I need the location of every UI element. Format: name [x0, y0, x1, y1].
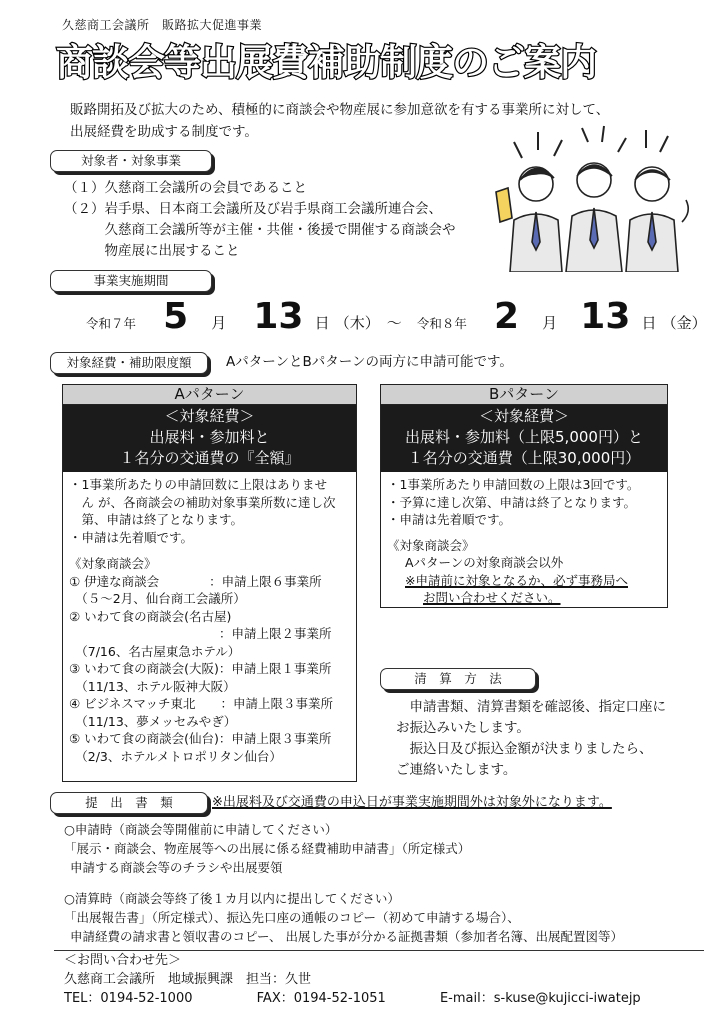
pattern-b-rule: ・1事業所あたり申請回数の上限は3回です。 — [387, 477, 640, 492]
documents-list — [64, 820, 623, 946]
start-era: 令和７年 — [86, 316, 137, 331]
organizer: 久慈商工会議所 販路拡大促進事業 — [62, 18, 263, 32]
event-item: ① 伊達な商談会 ：申請上限６事業所 — [69, 573, 322, 589]
pattern-b-list-line: お問い合わせください。 — [423, 590, 561, 605]
documents-apply-line: 申請する商談会等のチラシや出展要領 — [70, 860, 283, 875]
pattern-b-title: Bパターン — [381, 385, 667, 405]
intro-line: 販路開拓及び拡大のため、積極的に商談会や物産展に参加意欲を有する事業所に対して、 — [70, 102, 610, 118]
pattern-b-cost-line: １名分の交通費（上限30,000円） — [407, 449, 641, 467]
pattern-a-rule: 第、申請は終了となります。 — [69, 512, 244, 527]
documents-apply-line: 「展示・商談会、物産展等への出展に係る経費補助申請書」（所定様式） — [64, 841, 471, 856]
settlement-line: 振込日及び振込金額が決まりましたら、 — [396, 741, 653, 757]
contact-numbers — [54, 989, 704, 1008]
pattern-a-title: Aパターン — [63, 385, 356, 405]
target-line: 物産展に出展すること — [64, 243, 240, 259]
event-item: （11/13、ホテル阪神大阪） — [69, 678, 236, 694]
page-title: 商談会等出展費補助制度のご案内 — [56, 41, 596, 84]
start-day: 13 — [253, 296, 304, 337]
contact — [54, 950, 704, 1008]
pattern-a-costs — [63, 405, 356, 472]
settlement-text — [396, 697, 666, 781]
target-list — [64, 178, 456, 262]
event-item: （2/3、ホテルメトロポリタン仙台） — [69, 748, 282, 764]
intro-line: 出展経費を助成する制度です。 — [70, 124, 258, 140]
documents-apply-title: ○申請時（商談会等開催前に申請してください） — [64, 822, 338, 837]
target-label: 対象者・対象事業 — [50, 150, 212, 172]
pattern-b-rule: ・申請は先着順です。 — [387, 512, 512, 527]
pattern-a-cost-line: 出展料・参加料と — [149, 428, 270, 446]
target-line: （１）久慈商工会議所の会員であること — [64, 180, 307, 196]
contact-fax: FAX：0194-52-1051 — [256, 991, 386, 1006]
event-item: （11/13、夢メッセみやぎ） — [69, 713, 237, 729]
start-weekday: （木） — [334, 314, 380, 332]
contact-email[interactable]: E-mail：s-kuse@kujicci-iwatejp — [439, 991, 641, 1006]
target-line: （２）岩手県、日本商工会議所及び岩手県商工会議所連合会、 — [64, 201, 442, 217]
pattern-b-body — [381, 472, 667, 611]
pattern-a-rule: ・申請は先着順です。 — [69, 529, 194, 545]
event-item: ③ いわて食の商談会(大阪)：申請上限１事業所 — [69, 661, 332, 676]
event-item: （５〜2月、仙台商工会議所） — [69, 591, 246, 606]
period-label: 事業実施期間 — [50, 270, 212, 292]
end-month: 2 — [494, 296, 520, 337]
contact-title: ＜お問い合わせ先＞ — [64, 953, 182, 968]
contact-tel: TEL：0194-52-1000 — [64, 991, 193, 1006]
documents-settle-line: 申請経費の請求書と領収書のコピー、 出展した事が分かる証拠書類（参加者名簿、出展配置図等） — [70, 929, 623, 944]
period — [86, 296, 707, 340]
documents-settle-line: 「出展報告書」（所定様式）、振込先口座の通帳のコピー（初めて申請する場合）、 — [64, 910, 520, 925]
pattern-a-box — [62, 384, 357, 782]
settlement-line: ご連絡いたします。 — [396, 762, 517, 778]
pattern-b-cost-line: 出展料・参加料（上限5,000円）と — [405, 428, 643, 446]
settlement-line: お振込みいたします。 — [396, 720, 530, 736]
period-tilde: 〜 — [386, 314, 402, 332]
pattern-a-list-title: 《対象商談会》 — [69, 556, 157, 571]
start-month: 5 — [163, 296, 189, 337]
pattern-a-cost-line: １名分の交通費の『全額』 — [119, 449, 300, 467]
people-illustration — [486, 122, 696, 272]
pattern-a-rule: ん が、各商談会の補助対象事業所数に達し次 — [69, 494, 336, 510]
event-item: ⑤ いわて食の商談会(仙台)：申請上限３事業所 — [69, 731, 332, 746]
pattern-b-subtitle: ＜対象経費＞ — [478, 407, 569, 425]
day-unit: 日 — [314, 314, 330, 332]
pattern-b-list-title: 《対象商談会》 — [387, 537, 475, 553]
end-weekday: （金） — [661, 314, 707, 332]
pattern-a-rule: ・1事業所あたりの申請回数に上限はありませ — [69, 477, 327, 492]
documents-settle-title: ○清算時（商談会等終了後１カ月以内に提出してください） — [64, 891, 400, 906]
day-unit: 日 — [641, 314, 657, 332]
target-line: 久慈商工会議所等が主催・共催・後援で開催する商談会や — [64, 222, 456, 238]
pattern-a-body — [63, 472, 356, 769]
settlement-label: 清 算 方 法 — [380, 668, 536, 690]
documents-note: ※出展料及び交通費の申込日が事業実施期間外は対象外になります。 — [212, 795, 612, 810]
event-item: ② いわて食の商談会(名古屋) — [69, 608, 232, 624]
end-day: 13 — [580, 296, 631, 337]
expenses-note: AパターンとBパターンの両方に申請可能です。 — [226, 354, 513, 370]
pattern-b-costs — [381, 405, 667, 472]
pattern-b-rule: ・予算に達し次第、申請は終了となります。 — [387, 494, 637, 510]
pattern-b-box — [380, 384, 668, 608]
contact-dept: 久慈商工会議所 地域振興課 担当：久世 — [64, 972, 312, 987]
event-item: ④ ビジネスマッチ東北 ：申請上限３事業所 — [69, 696, 334, 711]
pattern-a-subtitle: ＜対象経費＞ — [164, 407, 255, 425]
event-item: ：申請上限２事業所 — [69, 626, 332, 641]
month-unit: 月 — [211, 314, 227, 332]
end-era: 令和８年 — [416, 316, 467, 331]
expenses-label: 対象経費・補助限度額 — [50, 352, 208, 374]
month-unit: 月 — [542, 314, 558, 332]
pattern-b-list-line: ※申請前に対象となるか、必ず事務局へ — [405, 572, 628, 588]
event-item: （7/16、名古屋東急ホテル） — [69, 643, 241, 659]
settlement-line: 申請書類、清算書類を確認後、指定口座に — [396, 699, 666, 715]
documents-label: 提 出 書 類 — [50, 792, 208, 814]
pattern-b-list-line: Aパターンの対象商談会以外 — [405, 555, 564, 570]
